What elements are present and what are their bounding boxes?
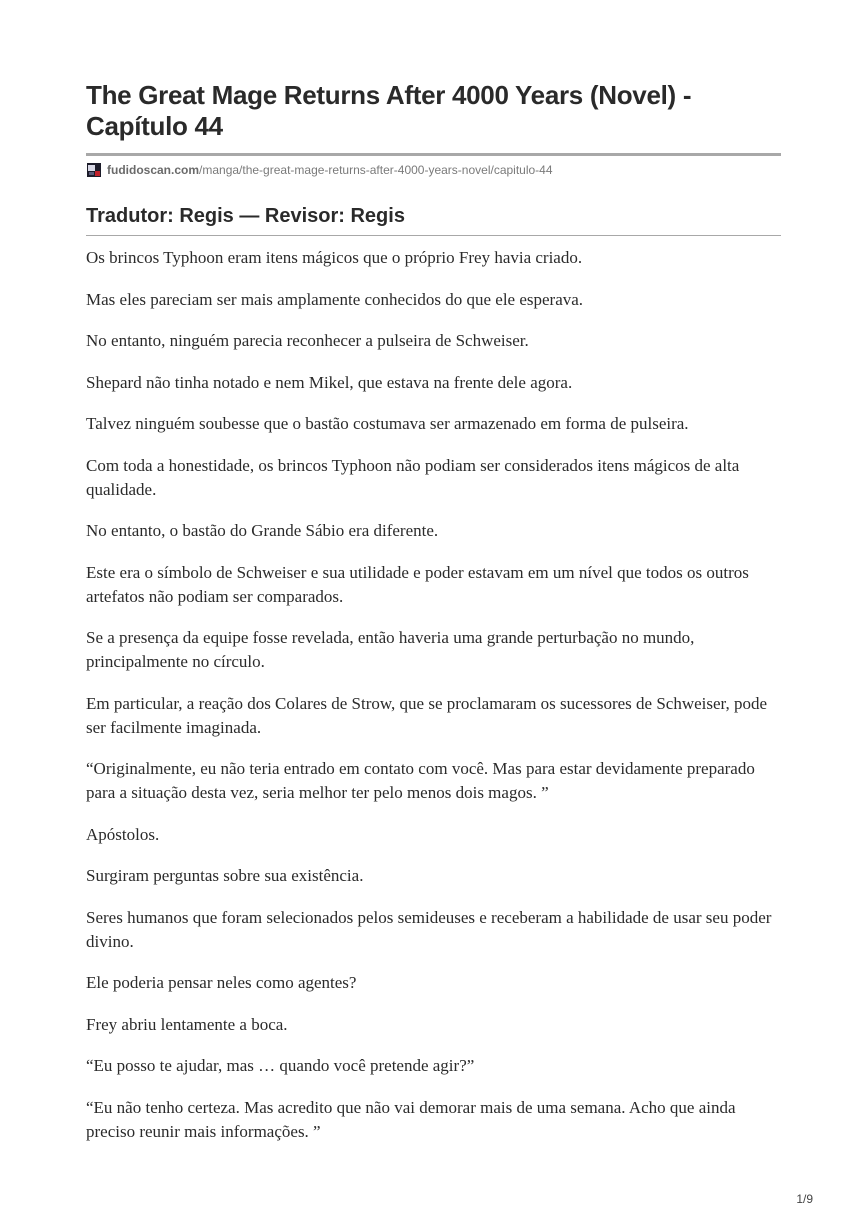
paragraph: No entanto, o bastão do Grande Sábio era diferente. [86,521,439,540]
paragraph: No entanto, ninguém parecia reconhecer a pulseira de Schweiser. [86,331,529,350]
document-title: The Great Mage Returns After 4000 Years (Novel) - Capítulo 44 [86,80,692,141]
paragraph: Com toda a honestidade, os brincos Typhoon não podiam ser considerados itens mágicos de alta qualidade. [86,455,740,499]
paragraph: Ele poderia pensar neles como agentes? [86,973,357,992]
paragraph: Se a presença da equipe fosse revelada, então haveria uma grande perturbação no mundo, principalmente no círculo. [86,628,695,671]
source-host[interactable]: fudidoscan.com [107,163,200,177]
paragraph: Talvez ninguém soubesse que o bastão costumava ser armazenado em forma de pulseira. [86,414,689,433]
credits-divider [86,235,781,236]
source-line [86,161,781,179]
site-favicon-icon [86,162,102,178]
document-page [86,80,781,1161]
paragraph: Em particular, a reação dos Colares de Strow, que se proclamaram os sucessores de Schweiser, pode ser facilmente imaginada. [86,693,768,737]
paragraph: “Originalmente, eu não teria entrado em contato com você. Mas para estar devidamente preparado para a situação desta vez, seria melhor ter pelo menos dois magos. ” [86,759,755,802]
paragraph: Shepard não tinha notado e nem Mikel, que estava na frente dele agora. [86,372,573,392]
title-divider [86,153,781,156]
paragraph: Apóstolos. [86,824,160,844]
paragraph: Este era o símbolo de Schweiser e sua utilidade e poder estavam em um nível que todos os outros artefatos não podiam ser comparados. [86,562,749,606]
page-number: 1/9 [796,1192,813,1206]
paragraph: Os brincos Typhoon eram itens mágicos que o próprio Frey havia criado. [86,248,583,267]
chapter-body [86,246,781,1144]
paragraph: Surgiram perguntas sobre sua existência. [86,866,364,885]
paragraph: Frey abriu lentamente a boca. [86,1014,288,1034]
source-path[interactable]: /manga/the-great-mage-returns-after-4000-years-novel/capitulo-44 [199,163,553,177]
paragraph: “Eu posso te ajudar, mas … quando você pretende agir?” [86,1056,475,1075]
paragraph: Mas eles pareciam ser mais amplamente conhecidos do que ele esperava. [86,289,584,309]
paragraph: “Eu não tenho certeza. Mas acredito que não vai demorar mais de uma semana. Acho que ainda preciso reunir mais informações. ” [86,1097,736,1141]
paragraph: Seres humanos que foram selecionados pelos semideuses e receberam a habilidade de usar seu poder divino. [86,907,772,951]
credits-heading: Tradutor: Regis — Revisor: Regis [86,205,405,227]
